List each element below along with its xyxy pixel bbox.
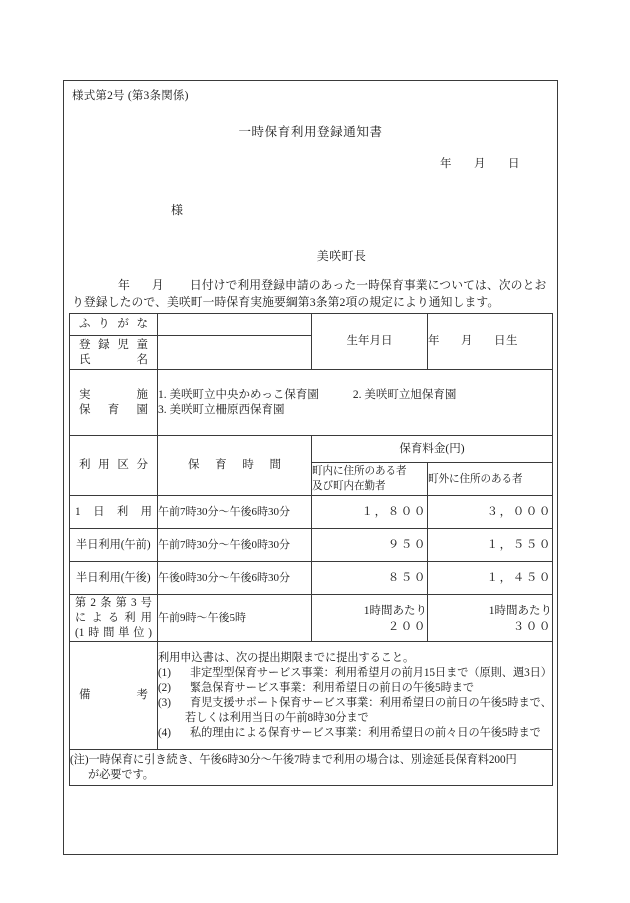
rate-hours-cell-3	[158, 562, 312, 595]
facility-label-cell	[70, 370, 158, 436]
rate-out-town-2: １，５５０	[486, 538, 552, 551]
remarks-item-3	[158, 696, 552, 711]
table-row-remarks	[70, 642, 553, 750]
rate-usage-cell-1	[70, 496, 158, 529]
addressee-honorific: 様	[171, 203, 184, 217]
facility-option-1-name[interactable]: 美咲町立中央かめっこ保育園	[169, 388, 319, 401]
remarks-item-3-continuation-text: 若しくは利用当日の午前8時30分まで	[185, 711, 369, 724]
issuer-name: 美咲町長	[316, 249, 367, 263]
hourly-usage-cell	[70, 595, 158, 642]
document-title: 一時保育利用登録通知書	[238, 125, 383, 139]
hourly-hours-cell	[158, 595, 312, 642]
usage-type-header: 利用区分	[79, 459, 148, 471]
rate-hours-1: 午前7時30分〜午後6時30分	[158, 505, 290, 518]
fee-group-header: 保育料金(円)	[399, 442, 465, 455]
remarks-item-4-no: (4)	[158, 726, 171, 739]
facility-option-2-name[interactable]: 美咲町立旭保育園	[364, 388, 457, 401]
table-row-furigana	[70, 314, 553, 336]
rate-hours-cell-2	[158, 529, 312, 562]
rate-out-town-3: １，４５０	[486, 571, 552, 584]
rate-usage-cell-3	[70, 562, 158, 595]
care-hours-header: 保育時間	[188, 459, 281, 471]
remarks-item-4-text: 私的理由による保育サービス事業：利用希望日の前々日の午後5時まで	[190, 726, 541, 739]
remarks-item-1	[158, 666, 552, 681]
issue-date-line	[440, 155, 520, 171]
fee-in-town-header-line2: 及び町内在勤者	[312, 481, 386, 492]
rate-hours-2: 午前7時30分〜午後0時30分	[158, 538, 290, 551]
remarks-item-2-text: 緊急保育サービス事業：利用希望日の前日の午後5時まで	[190, 681, 474, 694]
dob-value-cell[interactable]	[428, 314, 553, 370]
body-paragraph	[72, 277, 550, 311]
footnote-line2: が必要です。	[88, 768, 154, 781]
remarks-item-4	[158, 726, 552, 741]
remarks-label: 備 考	[79, 689, 148, 701]
child-name-value-cell[interactable]	[158, 336, 312, 370]
rate-in-town-1: １，８００	[361, 505, 427, 518]
rate-usage-2: 半日利用(午前)	[76, 538, 151, 551]
form-number: 様式第2号 (第3条関係)	[72, 90, 189, 102]
furigana-value-cell[interactable]	[158, 314, 312, 336]
table-row-rate-fullday	[70, 496, 553, 529]
rate-usage-cell-2	[70, 529, 158, 562]
body-date-year: 年	[118, 278, 130, 292]
issue-date-day: 日	[508, 158, 520, 170]
remarks-item-2	[158, 681, 552, 696]
dob-value	[428, 335, 518, 347]
remarks-label-cell	[70, 642, 158, 750]
remarks-item-2-no: (2)	[158, 681, 171, 694]
rate-out-town-1: ３，０００	[486, 505, 552, 518]
dob-day: 日生	[494, 335, 518, 347]
table-row-facility	[70, 370, 553, 436]
form-table	[69, 313, 553, 786]
rate-in-town-2: ９５０	[387, 538, 427, 551]
hourly-hours: 午前9時〜午後5時	[158, 611, 246, 624]
child-name-label-cell	[70, 336, 158, 370]
hourly-usage-line3: (1時間単位)	[75, 626, 152, 639]
remarks-intro: 利用申込書は、次の提出期限までに提出すること。	[158, 651, 415, 664]
furigana-label: ふりがな	[79, 318, 148, 330]
usage-type-header-cell	[70, 436, 158, 496]
furigana-value	[158, 315, 172, 333]
rate-out-town-cell-2	[428, 529, 553, 562]
hourly-in-town-value: ２００	[387, 621, 427, 633]
facility-label-line1: 実 施	[79, 388, 148, 401]
rate-in-town-cell-2	[312, 529, 428, 562]
table-row-rate-hourly	[70, 595, 553, 642]
issue-date-month: 月	[474, 158, 486, 170]
facility-options-row-2	[158, 403, 552, 418]
care-hours-header-cell	[158, 436, 312, 496]
facility-options-cell	[158, 370, 553, 436]
table-row-footnote	[70, 750, 553, 786]
facility-label-line2: 保 育 園	[79, 403, 148, 416]
hourly-in-town-cell	[312, 595, 428, 642]
issue-date-year: 年	[440, 158, 452, 170]
hourly-in-town-unit: 1時間あたり	[363, 605, 427, 617]
rate-hours-cell-1	[158, 496, 312, 529]
rate-in-town-cell-3	[312, 562, 428, 595]
facility-option-3-name[interactable]: 美咲町立柵原西保育園	[169, 403, 285, 416]
dob-month: 月	[461, 335, 473, 347]
footnote-line1: (注)一時保育に引き続き、午後6時30分〜午後7時まで利用の場合は、別途延長保育料200円	[70, 753, 517, 766]
rate-in-town-3: ８５０	[387, 571, 427, 584]
footnote-cell	[70, 750, 553, 786]
hourly-out-town-value: ３００	[512, 621, 552, 633]
fee-in-town-header-cell	[312, 463, 428, 496]
table-row-rate-half-pm	[70, 562, 553, 595]
hourly-out-town-cell	[428, 595, 553, 642]
rate-usage-3: 半日利用(午後)	[76, 571, 151, 584]
rate-out-town-cell-3	[428, 562, 553, 595]
dob-label-cell	[312, 314, 428, 370]
fee-in-town-header-line1: 町内に住所のある者	[312, 466, 407, 477]
furigana-label-cell	[70, 314, 158, 336]
fee-group-header-cell	[312, 436, 553, 463]
rate-usage-1: 1 日 利 用	[75, 505, 152, 518]
dob-label: 生年月日	[346, 335, 393, 347]
fee-out-town-header: 町外に住所のある者	[428, 473, 523, 485]
dob-year: 年	[428, 335, 440, 347]
remarks-item-3-text: 育児支援サポート保育サービス事業：利用希望日の前日の午後5時まで、	[190, 696, 552, 709]
rate-out-town-cell-1	[428, 496, 553, 529]
rate-hours-3: 午後0時30分〜午後6時30分	[158, 571, 290, 584]
fee-out-town-header-cell	[428, 463, 553, 496]
remarks-item-1-no: (1)	[158, 666, 171, 679]
remarks-item-3-continuation	[158, 711, 552, 726]
hourly-usage-line1: 第2条第3号	[75, 596, 152, 609]
hourly-out-town-unit: 1時間あたり	[488, 605, 552, 617]
child-name-label-line2: 氏 名	[79, 353, 148, 366]
body-paragraph-line1: 日付けで利用登録申請のあった一時保育事業については、次の	[189, 278, 523, 292]
hourly-usage-line2: による利用	[75, 611, 152, 624]
remarks-item-1-text: 非定型型保育サービス事業：利用希望月の前月15日まで（原則、週3日）	[190, 666, 552, 679]
table-row-rate-half-am	[70, 529, 553, 562]
table-row-fee-header-top	[70, 436, 553, 463]
remarks-body-cell	[158, 642, 553, 750]
child-name-value	[158, 343, 172, 361]
body-date-month: 月	[151, 278, 164, 292]
rate-in-town-cell-1	[312, 496, 428, 529]
facility-option-1-no[interactable]: 1.	[158, 388, 167, 401]
form-page	[63, 80, 558, 855]
child-name-label-line1: 登録児童	[79, 338, 148, 351]
facility-options-row-1	[158, 388, 552, 403]
facility-option-2-no[interactable]: 2.	[352, 388, 362, 401]
body-paragraph-line2: とおり登録したので、美咲町一時保育実施要綱第3条第2項の規定により通知します。	[72, 278, 547, 309]
facility-option-3-no[interactable]: 3.	[158, 403, 167, 416]
remarks-item-3-no: (3)	[158, 696, 171, 709]
